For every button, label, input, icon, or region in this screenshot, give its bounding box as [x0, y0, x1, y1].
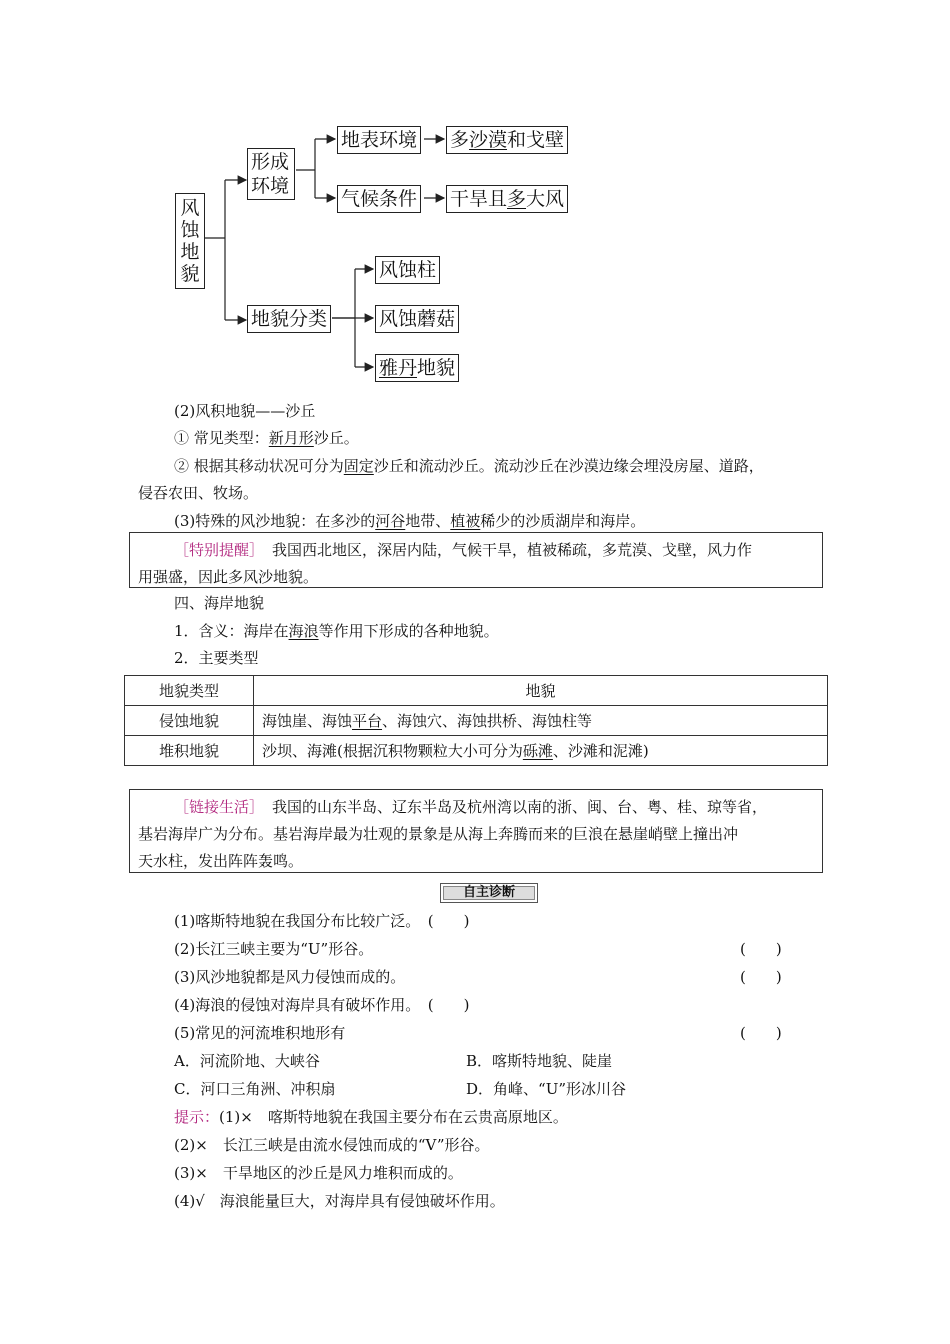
life-link-line-3: 天水柱，发出阵阵轰鸣。	[138, 852, 304, 870]
life-link-tag: ［链接生活］	[174, 798, 265, 816]
quiz-item-3: (3)风沙地貌都是风力侵蚀而成的。	[174, 968, 406, 986]
quiz-item-5: (5)常见的河流堆积地形有	[174, 1024, 346, 1042]
life-link-line-1: 我国的山东半岛、辽东半岛及杭州湾以南的浙、闽、台、粤、桂、琼等省，	[272, 798, 768, 816]
diagram-node-climate-result: 干旱且多大风	[446, 185, 568, 213]
answer-1: 提示：(1)× 喀斯特地貌在我国主要分布在云贵高原地区。	[174, 1108, 568, 1126]
answer-4: (4)√ 海浪能量巨大，对海岸具有侵蚀破坏作用。	[174, 1192, 505, 1210]
quiz-item-1: (1)喀斯特地貌在我国分布比较广泛。 ( )	[174, 912, 470, 930]
coast-heading: 四、海岸地貌	[174, 594, 265, 612]
diagram-node-surface-result: 多沙漠和戈壁	[446, 126, 568, 154]
diagram-node-yardang: 雅丹地貌	[375, 354, 459, 382]
answer-2: (2)× 长江三峡是由流水侵蚀而成的“V”形谷。	[174, 1136, 490, 1154]
special-reminder-line-1: 我国西北地区，深居内陆，气候干旱，植被稀疏，多荒漠、戈壁，风力作	[272, 541, 753, 559]
table-cell-landform: 沙坝、海滩(根据沉积物颗粒大小可分为砾滩、沙滩和泥滩)	[254, 736, 828, 766]
aeolian-item-2-cont: 侵吞农田、牧场。	[138, 484, 259, 502]
quiz-item-2-paren: ( )	[740, 940, 782, 958]
diagram-node-climate: 气候条件	[337, 185, 421, 213]
quiz-option-b: B．喀斯特地貌、陡崖	[466, 1052, 613, 1070]
table-cell-type: 侵蚀地貌	[125, 706, 254, 736]
diagram-node-surface: 地表环境	[337, 126, 421, 154]
concept-diagram	[150, 118, 610, 393]
quiz-item-5-paren: ( )	[740, 1024, 782, 1042]
life-link-box	[129, 789, 823, 873]
diagram-node-wind-mushroom: 风蚀蘑菇	[375, 305, 459, 333]
quiz-option-d: D．角峰、“U”形冰川谷	[466, 1080, 627, 1098]
coast-types-table	[124, 675, 828, 766]
quiz-item-2: (2)长江三峡主要为“U”形谷。	[174, 940, 374, 958]
aeolian-heading: (2)风积地貌——沙丘	[174, 402, 316, 420]
table-header-type: 地貌类型	[125, 676, 254, 706]
diagram-branch-classification: 地貌分类	[247, 305, 331, 333]
quiz-option-a: A．河流阶地、大峡谷	[174, 1052, 320, 1070]
coast-definition: 1．含义：海岸在海浪等作用下形成的各种地貌。	[174, 622, 499, 640]
table-cell-type: 堆积地貌	[125, 736, 254, 766]
table-row	[125, 706, 828, 736]
special-reminder-line-2: 用强盛，因此多风沙地貌。	[138, 568, 319, 586]
quiz-item-3-paren: ( )	[740, 968, 782, 986]
special-reminder-tag: ［特别提醒］	[174, 541, 265, 559]
life-link-line-2: 基岩海岸广为分布。基岩海岸最为壮观的景象是从海上奔腾而来的巨浪在悬崖峭壁上撞出冲	[138, 825, 739, 843]
aeolian-item-2: ② 根据其移动状况可分为固定沙丘和流动沙丘。流动沙丘在沙漠边缘会埋没房屋、道路，	[174, 457, 764, 475]
diagram-branch-formation: 形成环境	[247, 148, 295, 200]
answer-label: 提示：	[174, 1108, 220, 1126]
table-row	[125, 736, 828, 766]
quiz-item-4: (4)海浪的侵蚀对海岸具有破坏作用。 ( )	[174, 996, 470, 1014]
aeolian-item-1: ① 常见类型：新月形沙丘。	[174, 429, 359, 447]
diagram-node-wind-pillar: 风蚀柱	[375, 256, 440, 284]
table-row	[125, 676, 828, 706]
table-cell-landform: 海蚀崖、海蚀平台、海蚀穴、海蚀拱桥、海蚀柱等	[254, 706, 828, 736]
self-diagnosis-badge: 自主诊断	[440, 883, 538, 903]
table-header-landform: 地貌	[254, 676, 828, 706]
quiz-option-c: C．河口三角洲、冲积扇	[174, 1080, 336, 1098]
diagram-root: 风蚀地貌	[175, 193, 205, 289]
answer-3: (3)× 干旱地区的沙丘是风力堆积而成的。	[174, 1164, 463, 1182]
coast-types-heading: 2．主要类型	[174, 649, 259, 667]
special-reminder-box	[129, 532, 823, 588]
aeolian-item-3: (3)特殊的风沙地貌：在多沙的河谷地带、植被稀少的沙质湖岸和海岸。	[174, 512, 646, 530]
